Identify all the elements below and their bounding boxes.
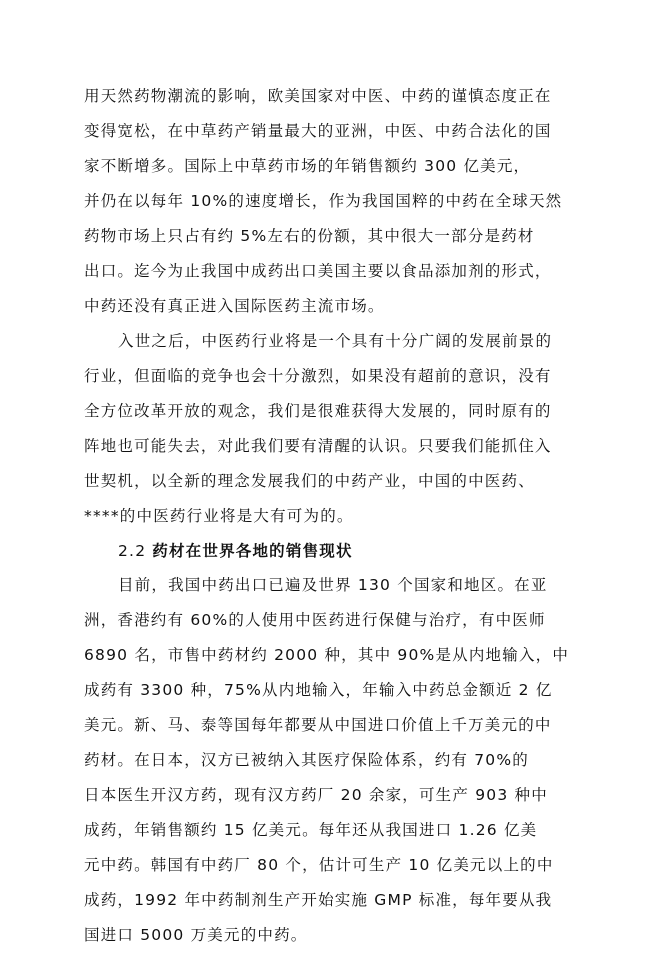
text-line: 元中药。韩国有中药厂 80 个，估计可生产 10 亿美元以上的中 <box>84 856 554 874</box>
text-line: 行业，但面临的竞争也会十分激烈，如果没有超前的意识，没有 <box>84 367 552 385</box>
section-heading <box>84 541 584 575</box>
text-line: 中药还没有真正进入国际医药主流市场。 <box>84 297 385 315</box>
text-line: 成药，1992 年中药制剂生产开始实施 GMP 标准，每年要从我 <box>84 891 553 909</box>
text-line: 并仍在以每年 10%的速度增长，作为我国国粹的中药在全球天然 <box>84 192 563 210</box>
text-line: 日本医生开汉方药，现有汉方药厂 20 余家，可生产 903 种中 <box>84 786 548 804</box>
text-line: 用天然药物潮流的影响，欧美国家对中医、中药的谨慎态度正在 <box>84 87 552 105</box>
text-line: 药物市场上只占有约 5%左右的份额，其中很大一部分是药材 <box>84 227 535 245</box>
paragraph-1 <box>84 86 584 331</box>
text-line: 成药有 3300 种，75%从内地输入，年输入中药总金额近 2 亿 <box>84 681 553 699</box>
paragraph-2 <box>84 331 584 541</box>
text-line: 目前，我国中药出口已遍及世界 130 个国家和地区。在亚 <box>118 576 548 594</box>
text-line: 美元。新、马、泰等国每年都要从中国进口价值上千万美元的中 <box>84 716 552 734</box>
text-line: 国进口 5000 万美元的中药。 <box>84 926 308 944</box>
text-line: 入世之后，中医药行业将是一个具有十分广阔的发展前景的 <box>118 332 553 350</box>
text-line: 全方位改革开放的观念，我们是很难获得大发展的，同时原有的 <box>84 402 552 420</box>
text-line: 成药，年销售额约 15 亿美元。每年还从我国进口 1.26 亿美 <box>84 821 538 839</box>
text-line: 世契机，以全新的理念发展我们的中药产业，中国的中医药、 <box>84 472 535 490</box>
text-line: 出口。迄今为止我国中成药出口美国主要以食品添加剂的形式， <box>84 262 552 280</box>
text-line: 洲，香港约有 60%的人使用中医药进行保健与治疗，有中医师 <box>84 611 546 629</box>
text-line: 变得宽松，在中草药产销量最大的亚洲，中医、中药合法化的国 <box>84 122 552 140</box>
text-line: 6890 名，市售中药材约 2000 种，其中 90%是从内地输入，中 <box>84 646 570 664</box>
text-line: 药材。在日本，汉方已被纳入其医疗保险体系，约有 70%的 <box>84 751 529 769</box>
paragraph-3 <box>84 575 584 960</box>
text-line: 阵地也可能失去，对此我们要有清醒的认识。只要我们能抓住入 <box>84 437 552 455</box>
document-page <box>84 86 584 960</box>
text-line: 家不断增多。国际上中草药市场的年销售额约 300 亿美元， <box>84 157 531 175</box>
section-number: 2.2 <box>118 542 147 560</box>
section-title: 药材在世界各地的销售现状 <box>152 542 353 560</box>
text-line: ****的中医药行业将是大有可为的。 <box>84 507 354 525</box>
